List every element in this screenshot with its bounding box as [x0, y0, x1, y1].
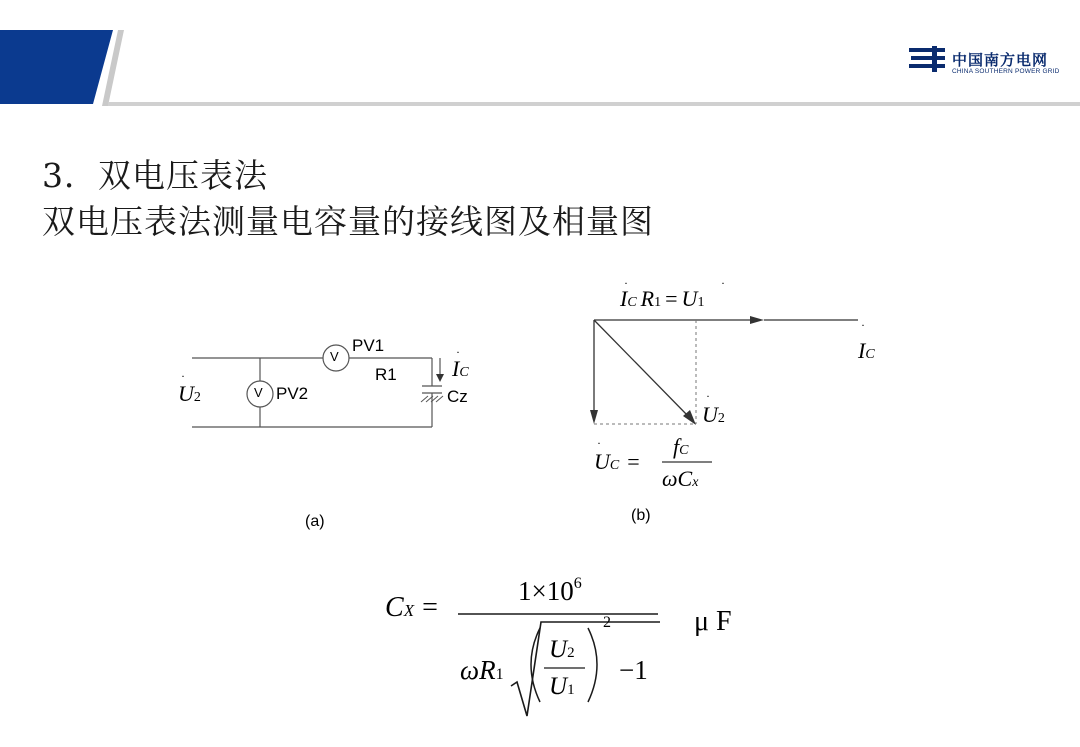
ic-r1-R: R — [640, 286, 655, 311]
cz-label: Cz — [447, 387, 468, 406]
ic-current-label — [452, 356, 469, 382]
phasor-uc-arrow-icon — [590, 410, 598, 424]
voltmeter-pv1-symbol: V — [330, 349, 339, 364]
phasor-diagram — [590, 316, 858, 462]
formula-U1-sub: 1 — [567, 682, 575, 698]
circuit-diagram — [192, 345, 444, 427]
ic-r1-dot-I: · — [624, 276, 628, 290]
u2-phasor-label — [702, 402, 725, 428]
uc-denominator — [662, 466, 698, 492]
uc-den-C: C — [677, 466, 693, 491]
formula-paren-exp: 2 — [603, 614, 611, 631]
ic-label-I: I — [858, 338, 866, 363]
formula-lhs-X: X — [403, 601, 415, 620]
uc-phasor-label — [594, 449, 640, 475]
phasor-ic-r1-arrow-icon — [750, 316, 764, 324]
ic-label-C: C — [865, 347, 875, 362]
formula-num-exp: 6 — [573, 575, 582, 592]
uc-den-sub: x — [692, 475, 699, 490]
right-paren — [588, 628, 597, 702]
ic-label-dot: · — [861, 318, 865, 332]
uc-dot: · — [597, 436, 601, 450]
uc-den-omega: ω — [662, 466, 678, 491]
formula-U2-sub: 2 — [567, 645, 575, 661]
uc-main: U — [594, 449, 610, 474]
section-subtitle: 双电压表法测量电容量的接线图及相量图 — [42, 202, 654, 241]
ic-main: I — [452, 356, 460, 381]
u2p-sub: 2 — [717, 411, 725, 426]
caption-a: (a) — [305, 513, 325, 530]
section-title: 3．双电压表法 — [42, 156, 268, 195]
u2p-dot: · — [706, 389, 710, 403]
ic-r1-U: U — [681, 286, 698, 311]
pv1-label: PV1 — [352, 336, 385, 355]
formula-inner-num — [549, 636, 575, 664]
voltmeter-pv2-symbol: V — [254, 385, 263, 400]
formula-eq: = — [422, 592, 438, 623]
phasor-u2-line — [594, 320, 690, 418]
header-accent-bar — [0, 30, 113, 104]
ic-phasor-label — [858, 338, 875, 364]
header-divider-line — [108, 102, 1080, 106]
formula-lhs-C: C — [385, 592, 404, 623]
ic-arrow-head-icon — [436, 374, 444, 382]
logo-mark-icon — [909, 46, 945, 72]
u2-source-label — [178, 381, 201, 407]
r1-label: R1 — [375, 365, 397, 384]
ic-r1-equals-u1-label — [620, 286, 704, 312]
uc-eq: = — [627, 449, 640, 474]
logo-chinese-name: 中国南方电网 — [952, 51, 1049, 69]
formula-numerator — [518, 576, 582, 607]
logo-english-name: CHINA SOUTHERN POWER GRID — [952, 68, 1060, 75]
uc-sub: C — [609, 458, 620, 473]
formula-U1: U — [549, 673, 568, 700]
formula-num-base: 1×10 — [518, 576, 574, 606]
formula-minus-one: −1 — [619, 655, 648, 685]
formula-U2: U — [549, 636, 568, 663]
ic-r1-eq: = — [665, 286, 678, 311]
ic-dot: · — [456, 345, 460, 359]
uc-numerator — [673, 434, 688, 460]
formula-inner-den — [549, 673, 575, 701]
caption-b: (b) — [631, 507, 651, 524]
formula-den-omega-r — [460, 655, 504, 686]
ic-r1-dot-U: · — [721, 276, 725, 290]
formula-unit: μ F — [694, 606, 732, 637]
uc-num-sub: C — [679, 443, 689, 458]
formula-lhs — [385, 592, 438, 624]
formula-den-R: R — [479, 655, 496, 685]
ic-r1-1: 1 — [654, 295, 662, 310]
u2-sub: 2 — [193, 390, 201, 405]
ic-sub: C — [459, 365, 469, 380]
u2-dot: · — [181, 369, 185, 383]
formula-den-omega: ω — [460, 655, 480, 685]
u2p-main: U — [702, 402, 718, 427]
ic-r1-C: C — [627, 295, 637, 310]
formula-den-R-sub: 1 — [495, 666, 504, 683]
ic-r1-U1: 1 — [697, 295, 705, 310]
pv2-label: PV2 — [276, 384, 309, 403]
u2-main: U — [178, 381, 194, 406]
ic-r1-I: I — [620, 286, 628, 311]
uc-num-f: f — [673, 434, 680, 459]
